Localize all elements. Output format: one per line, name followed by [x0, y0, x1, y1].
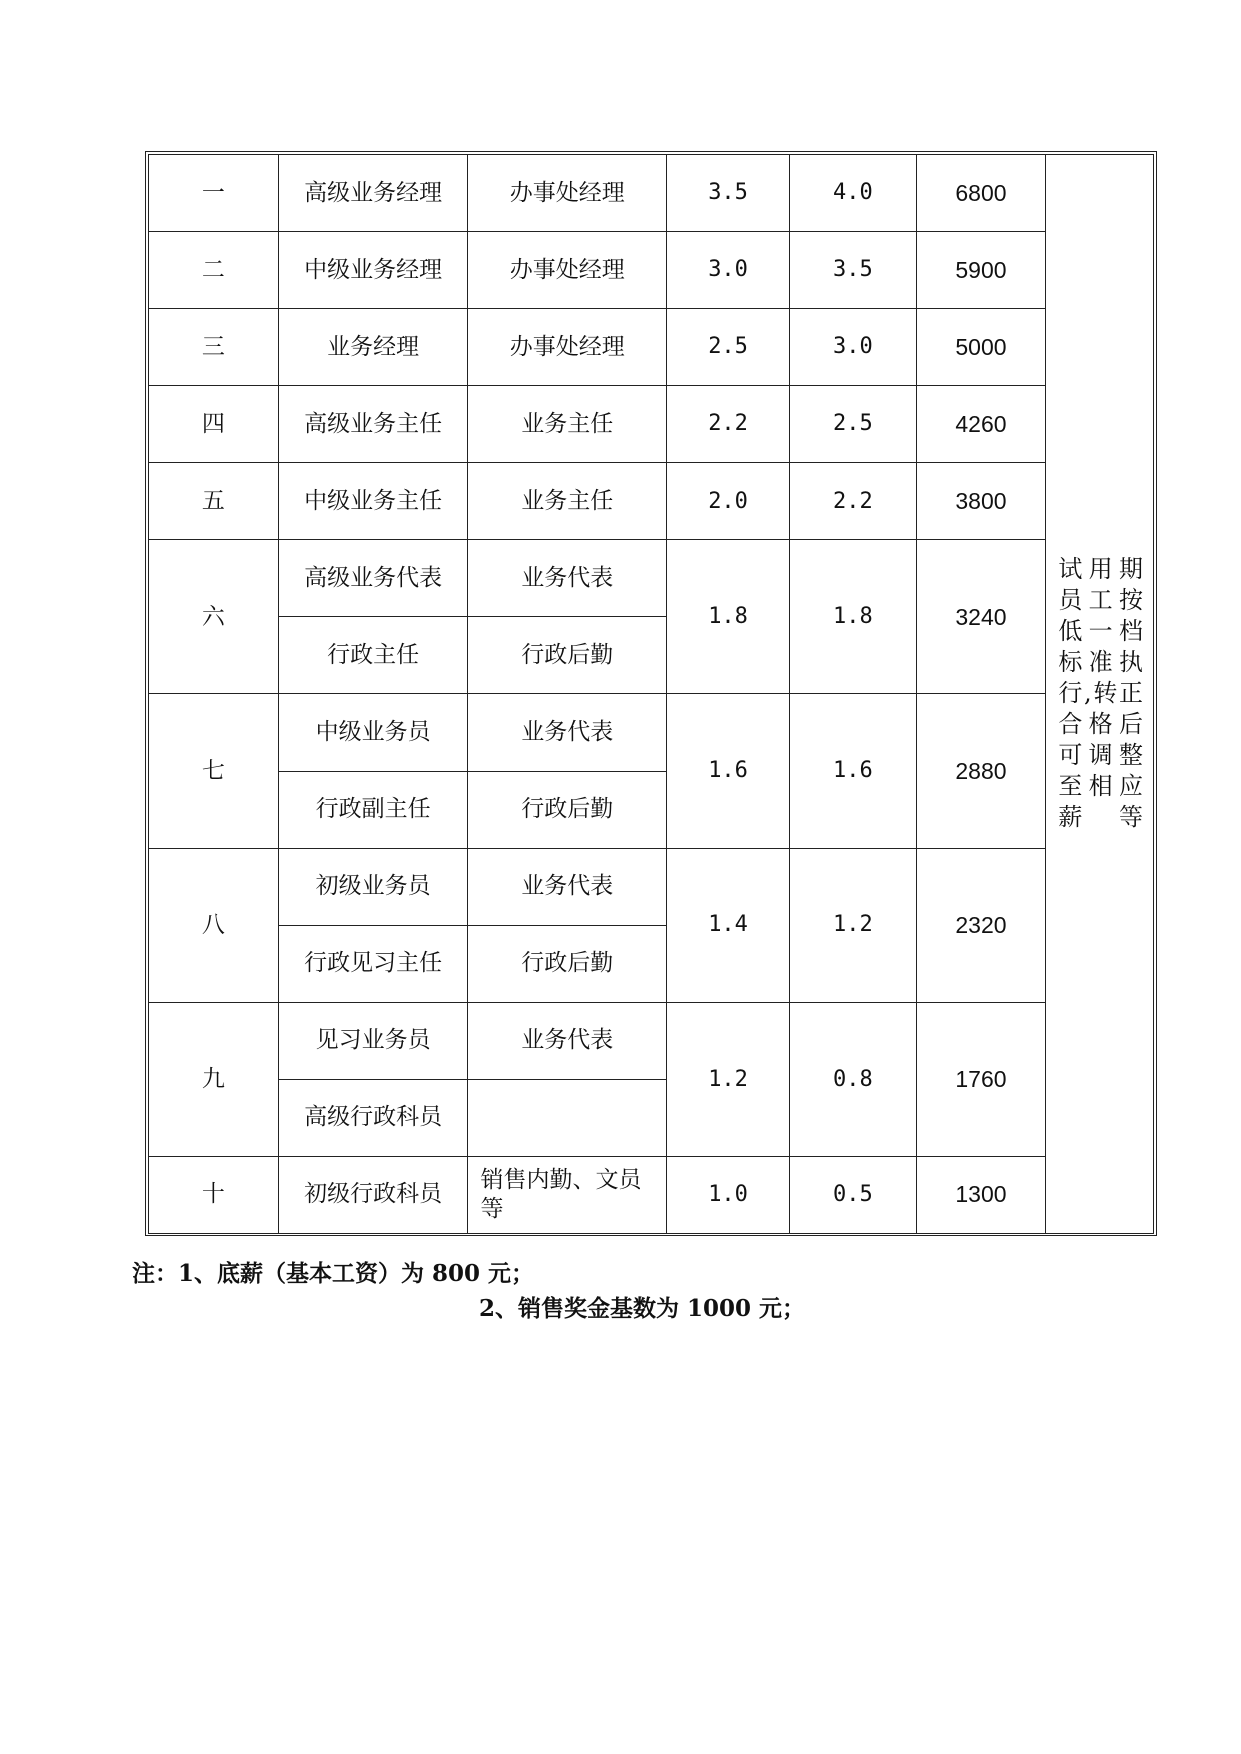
- grade-cell: 十: [149, 1156, 279, 1233]
- title-cell: 行政见习主任: [278, 925, 468, 1002]
- grade-cell: 八: [149, 848, 279, 1002]
- grade-cell: 二: [149, 232, 279, 309]
- remark-cell: 试用期员工按低一档标准执行,转正合格后可调整至相应薪等: [1046, 155, 1154, 1234]
- title-cell: 中级业务经理: [278, 232, 468, 309]
- grade-cell: 一: [149, 155, 279, 232]
- title-cell: 高级行政科员: [278, 1079, 468, 1156]
- position-cell: 行政后勤: [468, 617, 667, 694]
- grade-cell: 九: [149, 1002, 279, 1156]
- coefficient-b-cell: 0.8: [790, 1002, 916, 1156]
- table-body: [149, 155, 1154, 1234]
- title-cell: 行政主任: [278, 617, 468, 694]
- title-cell: 中级业务主任: [278, 463, 468, 540]
- position-cell: 业务主任: [468, 386, 667, 463]
- coefficient-b-cell: 2.5: [790, 386, 916, 463]
- table-row: [149, 155, 1154, 232]
- position-cell: 办事处经理: [468, 232, 667, 309]
- title-cell: 初级业务员: [278, 848, 468, 925]
- notes-section: [132, 1256, 1132, 1326]
- position-cell: 业务主任: [468, 463, 667, 540]
- coefficient-a-cell: 1.6: [667, 694, 790, 848]
- salary-grade-table-frame: [145, 151, 1157, 1236]
- grade-cell: 五: [149, 463, 279, 540]
- coefficient-b-cell: 3.0: [790, 309, 916, 386]
- note-sales-bonus: 2、销售奖金基数为 1000 元；: [479, 1295, 806, 1322]
- coefficient-b-cell: 3.5: [790, 232, 916, 309]
- salary-cell: 4260: [916, 386, 1046, 463]
- table-row: [149, 309, 1154, 386]
- coefficient-a-cell: 2.5: [667, 309, 790, 386]
- table-row: [149, 463, 1154, 540]
- salary-cell: 1760: [916, 1002, 1046, 1156]
- salary-grade-table: [148, 154, 1154, 1234]
- grade-cell: 六: [149, 540, 279, 694]
- coefficient-a-cell: 3.0: [667, 232, 790, 309]
- position-cell: 业务代表: [468, 694, 667, 771]
- coefficient-a-cell: 1.8: [667, 540, 790, 694]
- title-cell: 见习业务员: [278, 1002, 468, 1079]
- coefficient-a-cell: 3.5: [667, 155, 790, 232]
- salary-cell: 2320: [916, 848, 1046, 1002]
- title-cell: 初级行政科员: [278, 1156, 468, 1233]
- position-cell: [468, 1079, 667, 1156]
- salary-cell: 3800: [916, 463, 1046, 540]
- coefficient-b-cell: 1.8: [790, 540, 916, 694]
- position-cell: 业务代表: [468, 1002, 667, 1079]
- title-cell: 高级业务经理: [278, 155, 468, 232]
- position-cell: 销售内勤、文员等: [468, 1156, 667, 1233]
- title-cell: 中级业务员: [278, 694, 468, 771]
- coefficient-b-cell: 1.6: [790, 694, 916, 848]
- salary-cell: 6800: [916, 155, 1046, 232]
- table-row: [149, 1156, 1154, 1233]
- salary-cell: 3240: [916, 540, 1046, 694]
- coefficient-a-cell: 1.0: [667, 1156, 790, 1233]
- title-cell: 高级业务代表: [278, 540, 468, 617]
- table-row: [149, 540, 1154, 617]
- table-row: [149, 694, 1154, 771]
- coefficient-a-cell: 1.2: [667, 1002, 790, 1156]
- table-row: [149, 848, 1154, 925]
- grade-cell: 三: [149, 309, 279, 386]
- table-row: [149, 386, 1154, 463]
- table-row: [149, 232, 1154, 309]
- position-cell: 行政后勤: [468, 925, 667, 1002]
- coefficient-b-cell: 0.5: [790, 1156, 916, 1233]
- coefficient-b-cell: 1.2: [790, 848, 916, 1002]
- title-cell: 行政副主任: [278, 771, 468, 848]
- coefficient-b-cell: 4.0: [790, 155, 916, 232]
- position-cell: 业务代表: [468, 540, 667, 617]
- position-cell: 业务代表: [468, 848, 667, 925]
- coefficient-a-cell: 2.0: [667, 463, 790, 540]
- coefficient-a-cell: 2.2: [667, 386, 790, 463]
- salary-cell: 2880: [916, 694, 1046, 848]
- note-base-salary: 注：1、底薪（基本工资）为 800 元；: [132, 1260, 535, 1287]
- position-cell: 行政后勤: [468, 771, 667, 848]
- grade-cell: 四: [149, 386, 279, 463]
- grade-cell: 七: [149, 694, 279, 848]
- position-cell: 办事处经理: [468, 309, 667, 386]
- coefficient-a-cell: 1.4: [667, 848, 790, 1002]
- table-row: [149, 1002, 1154, 1079]
- salary-cell: 1300: [916, 1156, 1046, 1233]
- title-cell: 业务经理: [278, 309, 468, 386]
- salary-cell: 5900: [916, 232, 1046, 309]
- position-cell: 办事处经理: [468, 155, 667, 232]
- salary-cell: 5000: [916, 309, 1046, 386]
- title-cell: 高级业务主任: [278, 386, 468, 463]
- coefficient-b-cell: 2.2: [790, 463, 916, 540]
